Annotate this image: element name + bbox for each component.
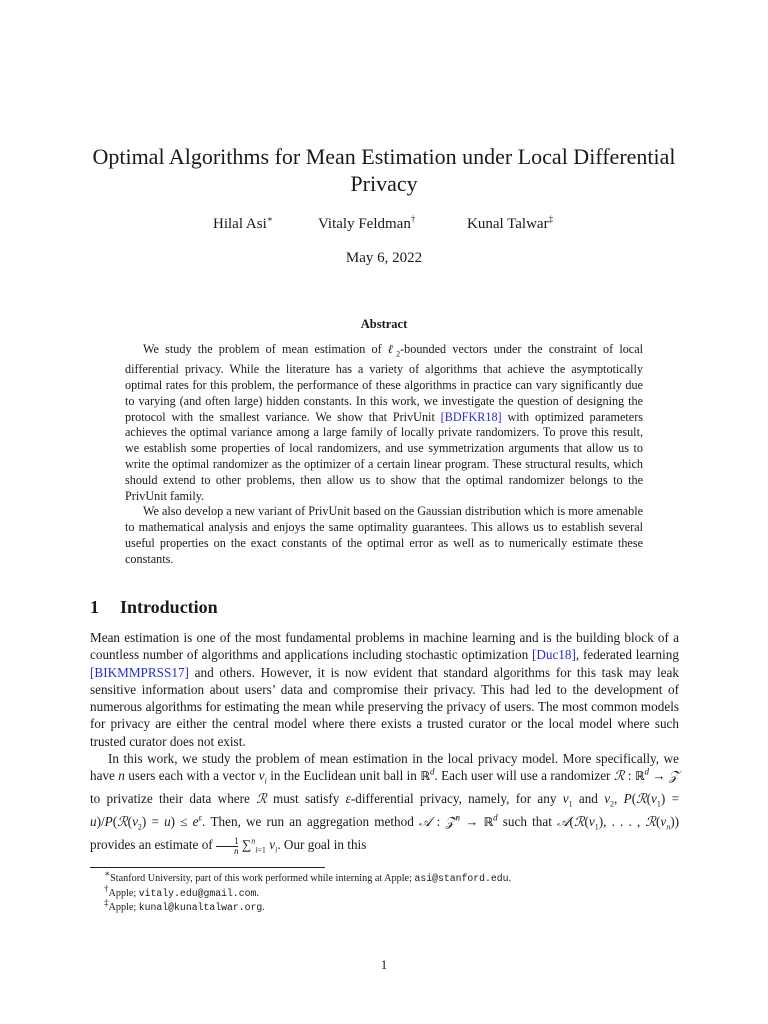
footnote-divider xyxy=(90,867,325,868)
citation-link[interactable]: [BIKMMPRSS17] xyxy=(90,664,189,680)
author-asi: Hilal Asi∗ xyxy=(213,214,273,232)
footnotes xyxy=(104,868,679,916)
footnote-3: ‡Apple; kunal@kunaltalwar.org. xyxy=(104,897,265,913)
email-link[interactable]: kunal@kunaltalwar.org xyxy=(138,902,263,913)
citation-link[interactable]: [Duc18] xyxy=(531,647,576,663)
abstract-heading: Abstract xyxy=(360,317,408,331)
author-talwar: Kunal Talwar‡ xyxy=(467,214,554,232)
email-link[interactable]: vitaly.edu@gmail.com xyxy=(138,887,257,899)
abstract-body xyxy=(125,342,643,568)
footnote-1: ∗Stanford University, part of this work performed while interning at Apple; asi@stanford.edu. xyxy=(104,868,512,884)
section-heading: 1 Introduction xyxy=(90,597,218,617)
abstract-paragraph-1: We study the problem of mean estimation of ℓ$_2$-bounded vectors under the constraint of local differential privacy. While the literature has a variety of algorithms that achieve the asymptotically optimal rates for this problem, the performance of these algorithms in practice can vary significantly due to varying (and often large) hidden constants. In this work, we investigate the question of designing the protocol with the smallest variance. We show that PrivUnit [BDFKR18] with optimized parameters achieves the optimal variance among a large family of locally private randomizers. To prove this result, we establish some properties of local randomizers, and use symmetrization arguments that allow us to write the optimal randomizer as the optimizer of a certain linear program. These structural results, which should extend to other problems, then allow us to show that the optimal randomizer belongs to the PrivUnit family. xyxy=(125,342,644,503)
introduction-body xyxy=(90,629,679,859)
author-feldman: Vitaly Feldman† xyxy=(318,214,416,232)
intro-paragraph-1: Mean estimation is one of the most fundamental problems in machine learning and is the building block of a countless number of algorithms and applications including stochastic optimization [Duc18], federated learning [BIKMMPRSS17] and others. However, it is now evident that standard algorithms for this task may leak sensitive information about users’ data and compromise their privacy. This had led to the development of numerous algorithms for estimating the mean while preserving the privacy of users. The most common models for privacy are either the central model where there exists a trusted curator or the local model where such trusted curator does not exist. xyxy=(90,630,679,749)
page-number: 1 xyxy=(380,957,388,972)
intro-paragraph-2: In this work, we study the problem of mean estimation in the local privacy model. More specifically, we have n users each with a vector $v_i$ in the Euclidean unit ball in ℝ$^d$. Each user will use a randomizer ℛ : ℝ$^d$ → 𝒵 to privatize their data where ℛ must satisfy ε-differential privacy, namely, for any $v_1$ and $v_2$, $P(ℛ(v_1)$ = $u)/P(ℛ(v_2) = u) \le e^\varepsilon$. Then, we run an aggregation method 𝒜 : 𝒵$^n$ → ℝ$^d$ such that $𝒜(ℛ(v_1)$, . . . , $ℛ(v_n)$) provides an estimate of $\frac{1}{n}$ ∑$^n_{i=1}$ $v_i$. Our goal in this xyxy=(90,751,680,856)
footnote-2: †Apple; vitaly.edu@gmail.com. xyxy=(104,883,259,899)
paper-date: May 6, 2022 xyxy=(345,250,423,266)
abstract-paragraph-2: We also develop a new variant of PrivUnit based on the Gaussian distribution which is more amenable to mathematical analysis and enjoys the same optimality guarantees. This allows us to establish several useful properties on the exact constants of the optimal error as well as to numerically estimate these constants. xyxy=(125,504,643,566)
citation-link[interactable]: [BDFKR18] xyxy=(440,409,502,424)
paper-title: Optimal Algorithms for Mean Estimation under Local Differential Privacy xyxy=(92,144,676,196)
email-link[interactable]: asi@stanford.edu xyxy=(414,873,509,884)
